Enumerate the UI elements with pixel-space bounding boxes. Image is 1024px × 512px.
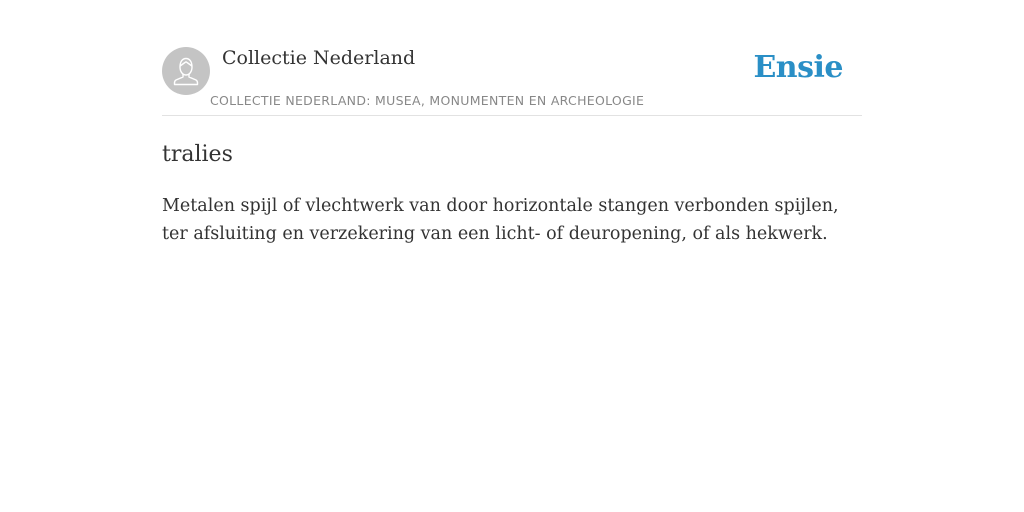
person-icon: [162, 47, 210, 95]
entry-definition: Metalen spijl of vlechtwerk van door horizontale stangen verbonden spijlen, ter afsluiting en verzekering van een licht- of deuropening, of als hekwerk.: [162, 196, 839, 244]
user-avatar-icon[interactable]: [162, 47, 210, 95]
collection-name[interactable]: COLLECTIE NEDERLAND: MUSEA, MONUMENTEN EN ARCHEOLOGIE: [210, 93, 645, 108]
entry-term: tralies: [162, 142, 233, 167]
definition-card: [162, 0, 862, 248]
card-header: [162, 0, 862, 116]
ensie-logo[interactable]: Ensie: [753, 50, 843, 85]
author-name[interactable]: Collectie Nederland: [222, 47, 416, 69]
